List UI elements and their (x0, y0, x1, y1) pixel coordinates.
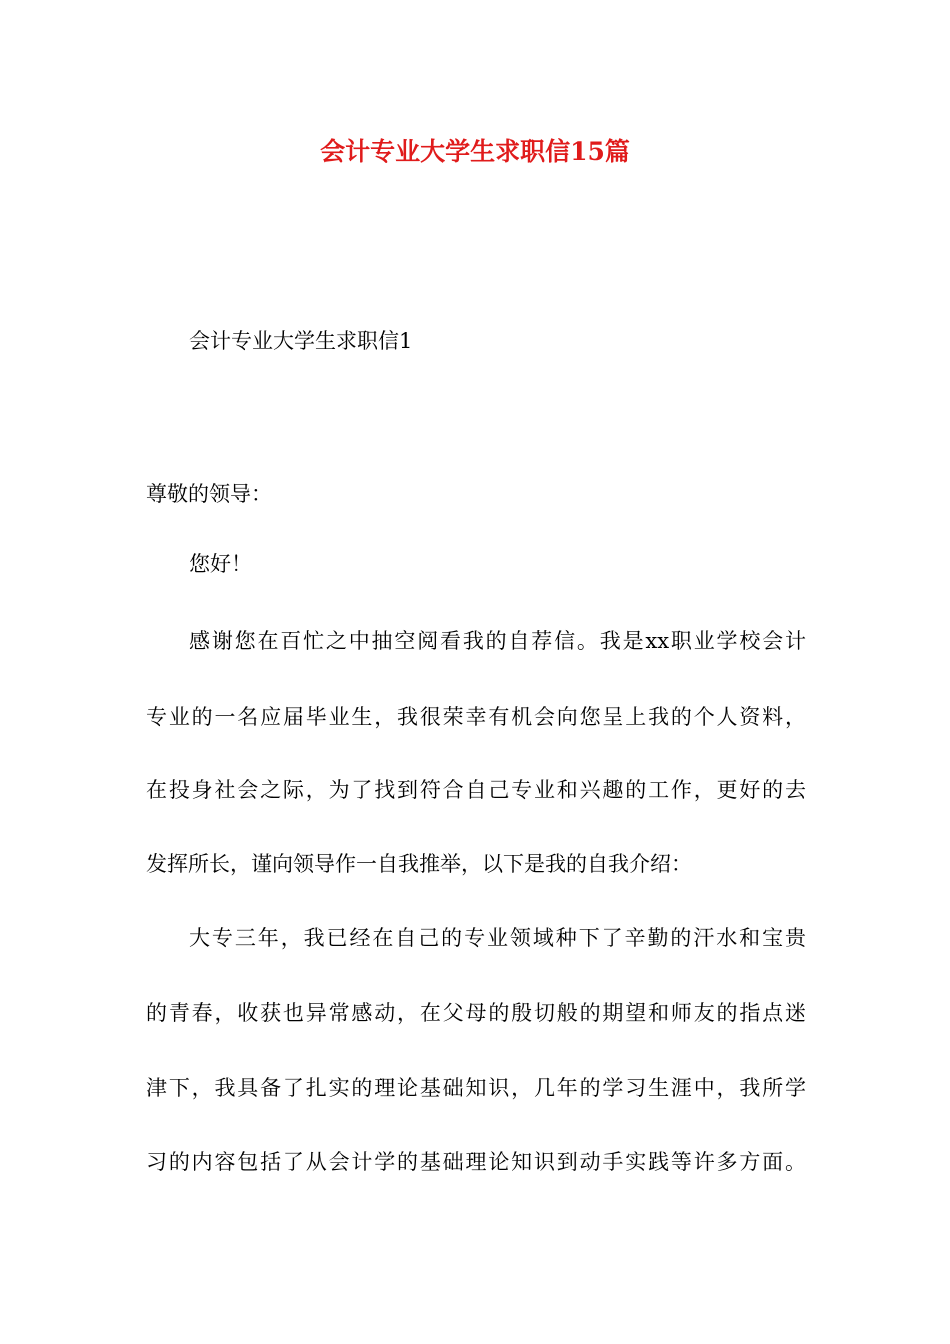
paragraph-line: 在投身社会之际，为了找到符合自己专业和兴趣的工作，更好的去 (146, 778, 806, 802)
section-heading: 会计专业大学生求职信1 (189, 329, 413, 353)
salutation: 尊敬的领导： (146, 482, 272, 506)
paragraph-line: 习的内容包括了从会计学的基础理论知识到动手实践等许多方面。 (146, 1150, 806, 1174)
document-title: 会计专业大学生求职信15篇 (320, 137, 630, 166)
paragraph-line: 津下，我具备了扎实的理论基础知识，几年的学习生涯中，我所学 (146, 1076, 806, 1100)
paragraph-line: 发挥所长，谨向领导作一自我推举，以下是我的自我介绍： (146, 852, 692, 876)
paragraph-line: 专业的一名应届毕业生，我很荣幸有机会向您呈上我的个人资料， (146, 705, 806, 729)
paragraph-line: 大专三年，我已经在自己的专业领域种下了辛勤的汗水和宝贵 (189, 926, 806, 950)
paragraph-line: 感谢您在百忙之中抽空阅看我的自荐信。我是xx职业学校会计 (189, 629, 806, 653)
paragraph-line: 的青春，收获也异常感动，在父母的殷切般的期望和师友的指点迷 (146, 1001, 806, 1025)
greeting: 您好！ (189, 552, 252, 576)
